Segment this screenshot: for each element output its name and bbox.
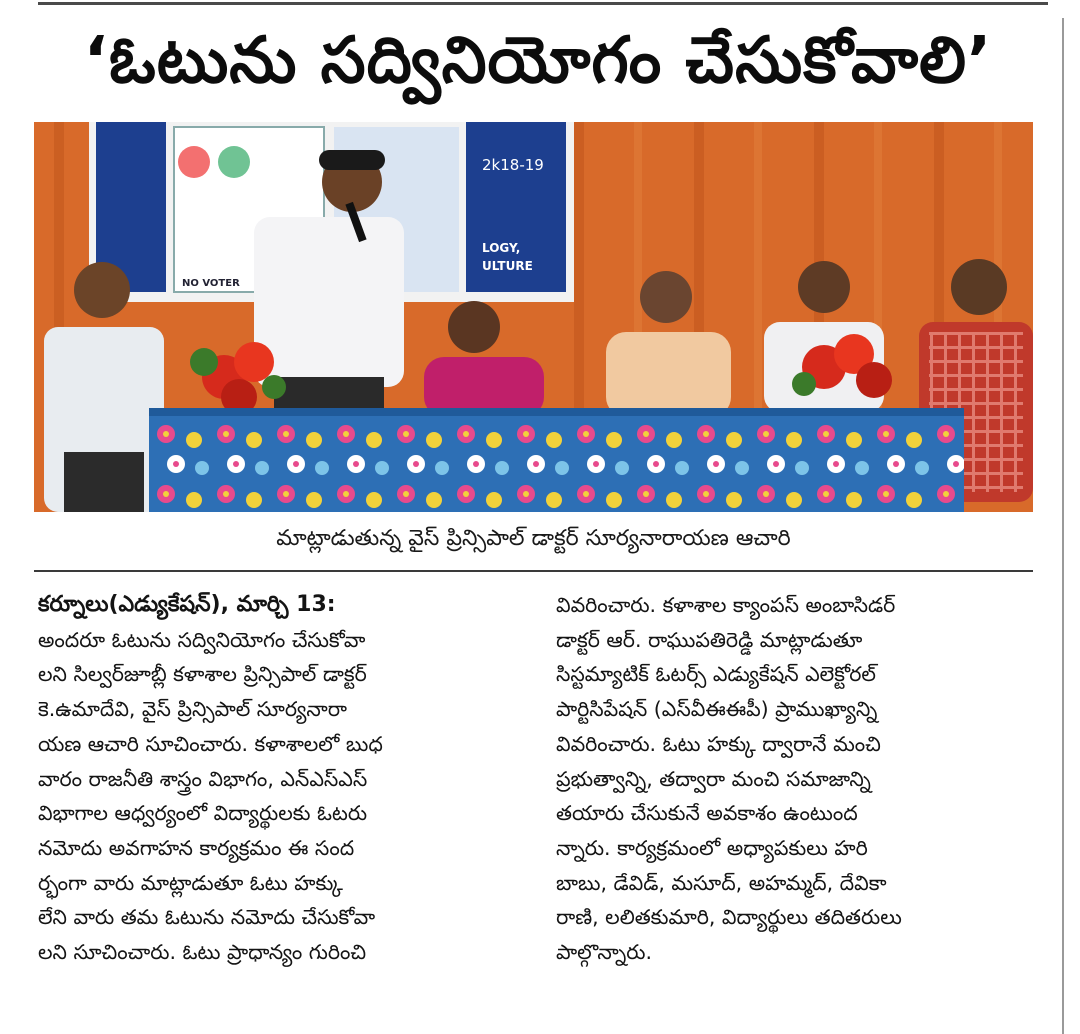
banner-word-1: LOGY, [482,241,521,255]
dateline: కర్నూలు(ఎడ్యుకేషన్), మార్చి 13: [38,592,336,617]
article-line: అందరూ ఓటును సద్వినియోగం చేసుకోవా [38,627,366,652]
article-line: న్నారు. కార్యక్రమంలో అధ్యాపకులు హరి [556,835,868,860]
banner-word-3: NO VOTER [182,278,240,289]
news-photo [34,122,1033,512]
article-line: బాబు, డేవిడ్, మసూద్, అహమ్మద్, దేవికా [556,870,887,895]
article-line: వివరించారు. కళాశాల క్యాంపస్ అంబాసిడర్ [556,593,896,617]
article-line: కె.ఉమాదేవి, వైస్ ప్రిన్సిపాల్ సూర్యనారా [38,697,347,722]
article-line: లని సిల్వర్‌జూబ్లీ కళాశాల ప్రిన్సిపాల్ డాక్టర్ [38,662,367,687]
article-column-right [556,588,1034,970]
article-line: యణ ఆచారి సూచించారు. కళాశాలలో బుధ [38,731,383,756]
caption-rule [34,570,1033,572]
article-line: రాణి, లలితకుమారి, విద్యార్థులు తదితరులు [556,905,902,930]
article-column-left [38,588,516,970]
article-line: వివరించారు. ఓటు హక్కు ద్వారానే మంచి [556,731,881,756]
article-line: లని సూచించారు. ఓటు ప్రాధాన్యం గురించి [38,940,367,965]
table-cloth [149,412,964,512]
headline: ‘ఓటును సద్వినియోగం చేసుకోవాలి’ [83,23,993,98]
article-line: పార్టిసిపేషన్ (ఎస్‌వీఈఈపీ) ప్రాముఖ్యాన్ని [556,697,878,722]
banner-word-2: ULTURE [482,259,533,273]
article-line: ప్రభుత్వాన్ని, తద్వారా మంచి సమాజాన్ని [556,766,871,791]
article-line: ర్భంగా వారు మాట్లాడుతూ ఓటు హక్కు [38,870,343,895]
article-line: డాక్టర్ ఆర్. రాఘుపతిరెడ్డి మాట్లాడుతూ [556,627,863,652]
photo-caption: మాట్లాడుతున్న వైస్ ప్రిన్సిపాల్ డాక్టర్ సూర్యనారాయణ ఆచారి [276,526,791,551]
article-line: లేని వారు తమ ఓటును నమోదు చేసుకోవా [38,905,376,930]
article-line: తయారు చేసుకునే అవకాశం ఉంటుంద [556,801,858,826]
banner-year: 2k18-19 [482,156,544,174]
article-line: నమోదు అవగాహన కార్యక్రమం ఈ సంద [38,835,355,860]
article-line: పాల్గొన్నారు. [556,940,652,965]
column-divider [1062,18,1064,1034]
article-line: విభాగాల ఆధ్వర్యంలో విద్యార్థులకు ఓటరు [38,801,368,826]
article-line: వారం రాజనీతి శాస్త్రం విభాగం, ఎన్ఎస్ఎస్ [38,766,368,791]
top-rule [38,2,1048,5]
article-line: సిస్టమ్యాటిక్ ఓటర్స్ ఎడ్యుకేషన్ ఎలెక్టోరల్ [556,662,876,687]
